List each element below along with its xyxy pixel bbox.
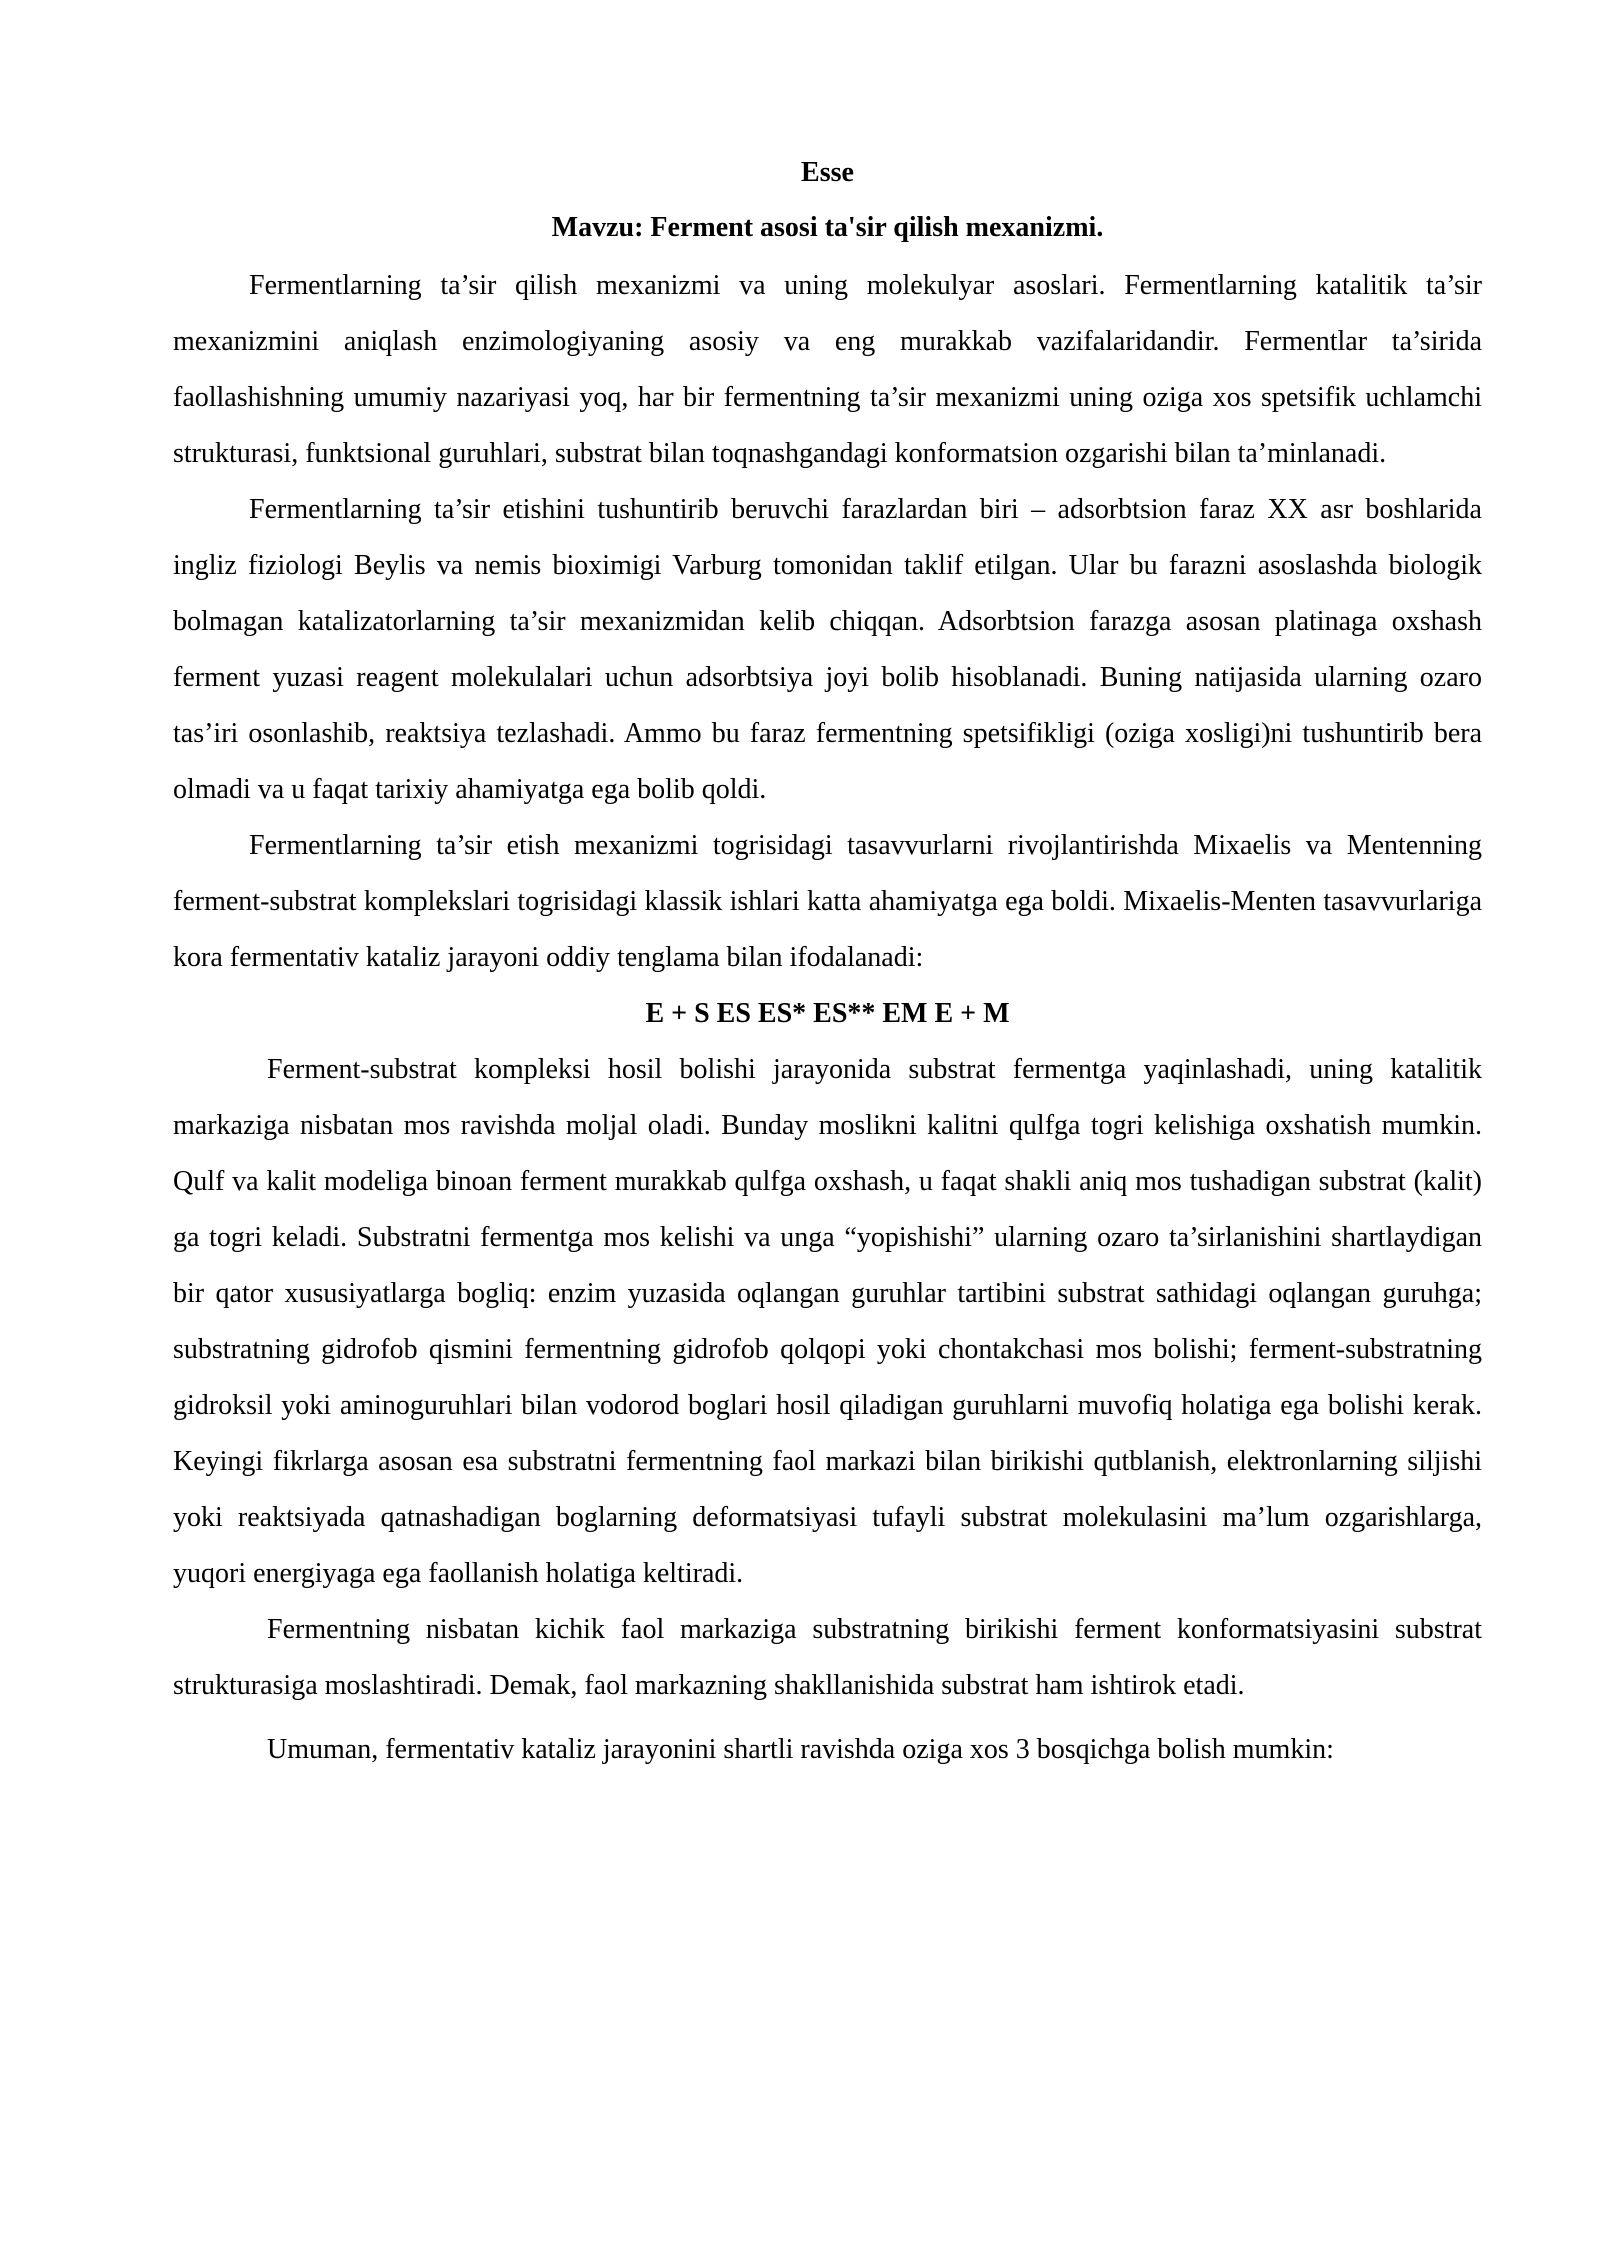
document-page	[173, 148, 1482, 1778]
paragraph-2: Fermentlarning ta’sir etishini tushuntirib beruvchi farazlardan biri – adsorbtsion faraz XX asr boshlarida ingliz fiziologi Beylis va nemis bioximigi Varburg tomonidan taklif etilgan. Ular bu farazni asoslashda biologik bolmagan katalizatorlarning ta’sir mexanizmidan kelib chiqqan. Adsorbtsion farazga asosan platinaga oxshash ferment yuzasi reagent molekulalari uchun adsorbtsiya joyi bolib hisoblanadi. Buning natijasida ularning ozaro tas’iri osonlashib, reaktsiya tezlashadi. Ammo bu faraz fermentning spetsifikligi (oziga xosligi)ni tushuntirib bera olmadi va u faqat tarixiy ahamiyatga ega bolib qoldi.	[173, 494, 1482, 805]
paragraph-4: Ferment-substrat kompleksi hosil bolishi jarayonida substrat fermentga yaqinlashadi, uning katalitik markaziga nisbatan mos ravishda moljal oladi. Bunday moslikni kalitni qulfga togri kelishiga oxshatish mumkin. Qulf va kalit modeliga binoan ferment murakkab qulfga oxshash, u faqat shakli aniq mos tushadigan substrat (kalit) ga togri keladi. Substratni fermentga mos kelishi va unga “yopishishi” ularning ozaro ta’sirlanishini shartlaydigan bir qator xususiyatlarga bogliq: enzim yuzasida oqlangan guruhlar tartibini substrat sathidagi oqlangan guruhga; substratning gidrofob qismini fermentning gidrofob qolqopi yoki chontakchasi mos bolishi; ferment-substratning gidroksil yoki aminoguruhlari bilan vodorod boglari hosil qiladigan guruhlarni muvofiq holatiga ega bolishi kerak. Keyingi fikrlarga asosan esa substratni fermentning faol markazi bilan birikishi qutblanish, elektronlarning siljishi yoki reaktsiyada qatnashadigan boglarning deformatsiyasi tufayli substrat molekulasini ma’lum ozgarishlarga, yuqori energiyaga ega faollanish holatiga keltiradi.	[173, 1054, 1482, 1589]
document-title: Esse	[801, 157, 854, 188]
reaction-equation: E + S ES ES* ES** EM E + M	[645, 998, 1010, 1029]
paragraph-6: Umuman, fermentativ kataliz jarayonini shartli ravishda oziga xos 3 bosqichga bolish mumkin:	[267, 1734, 1334, 1765]
paragraph-3: Fermentlarning ta’sir etish mexanizmi togrisidagi tasavvurlarni rivojlantirishda Mixaelis va Mentenning ferment-substrat komplekslari togrisidagi klassik ishlari katta ahamiyatga ega boldi. Mixaelis-Menten tasavvurlariga kora fermentativ kataliz jarayoni oddiy tenglama bilan ifodalanadi:	[173, 830, 1482, 973]
paragraph-1: Fermentlarning ta’sir qilish mexanizmi va uning molekulyar asoslari. Fermentlarning katalitik ta’sir mexanizmini aniqlash enzimologiyaning asosiy va eng murakkab vazifalaridandir. Fermentlar ta’sirida faollashishning umumiy nazariyasi yoq, har bir fermentning ta’sir mexanizmi uning oziga xos spetsifik uchlamchi strukturasi, funktsional guruhlari, substrat bilan toqnashgandagi konformatsion ozgarishi bilan ta’minlanadi.	[173, 270, 1482, 469]
paragraph-5: Fermentning nisbatan kichik faol markaziga substratning birikishi ferment konformatsiyasini substrat strukturasiga moslashtiradi. Demak, faol markazning shakllanishida substrat ham ishtirok etadi.	[173, 1614, 1482, 1701]
document-subtitle: Mavzu: Ferment asosi ta'sir qilish mexanizmi.	[551, 212, 1104, 243]
